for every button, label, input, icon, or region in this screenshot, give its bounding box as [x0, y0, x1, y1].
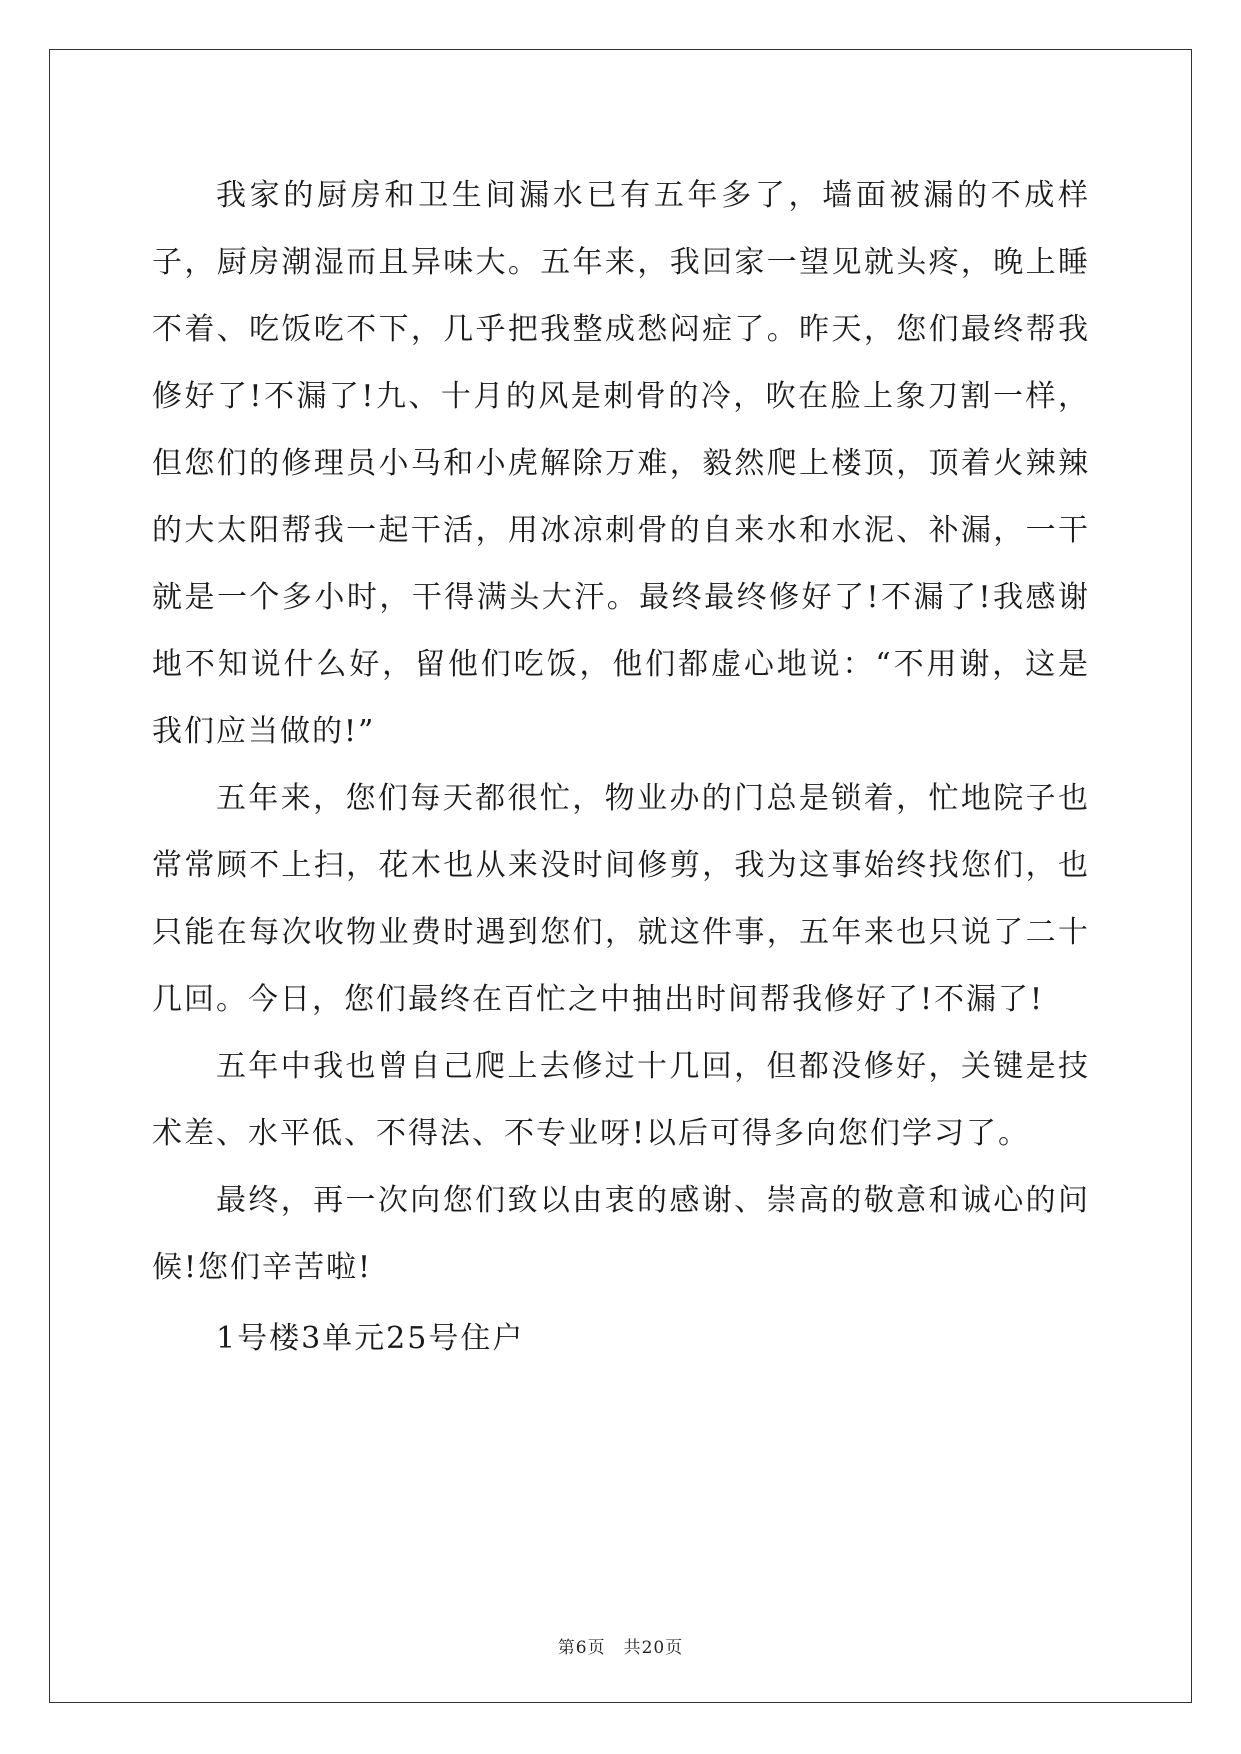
signature: 1号楼3单元25号住户 [216, 1321, 525, 1356]
page-number: 第6页 [557, 1638, 606, 1658]
paragraph-3: 五年中我也曾自己爬上去修过十几回，但都没修好，关键是技术差、水平低、不得法、不专业呀!以后可得多向您们学习了。 [152, 1049, 1090, 1151]
paragraph-2: 五年来，您们每天都很忙，物业办的门总是锁着，忙地院子也常常顾不上扫，花木也从来没时间修剪，我为这事始终找您们，也只能在每次收物业费时遇到您们，就这件事，五年来也只说了二十几回。今日，您们最终在百忙之中抽出时间帮我修好了!不漏了! [152, 781, 1090, 1017]
paragraph-4: 最终，再一次向您们致以由衷的感谢、崇高的敬意和诚心的问候!您们辛苦啦! [152, 1183, 1090, 1285]
page-footer [0, 1633, 1241, 1658]
page-total: 共20页 [623, 1638, 684, 1658]
letter-body [152, 162, 1090, 1372]
paragraph-1: 我家的厨房和卫生间漏水已有五年多了，墙面被漏的不成样子，厨房潮湿而且异味大。五年来，我回家一望见就头疼，晚上睡不着、吃饭吃不下，几乎把我整成愁闷症了。昨天，您们最终帮我修好了!不漏了!九、十月的风是刺骨的冷，吹在脸上象刀割一样，但您们的修理员小马和小虎解除万难，毅然爬上楼顶，顶着火辣辣的大太阳帮我一起干活，用冰凉刺骨的自来水和水泥、补漏，一干就是一个多小时，干得满头大汗。最终最终修好了!不漏了!我感谢地不知说什么好，留他们吃饭，他们都虚心地说：“不用谢，这是我们应当做的!” [152, 178, 1090, 749]
